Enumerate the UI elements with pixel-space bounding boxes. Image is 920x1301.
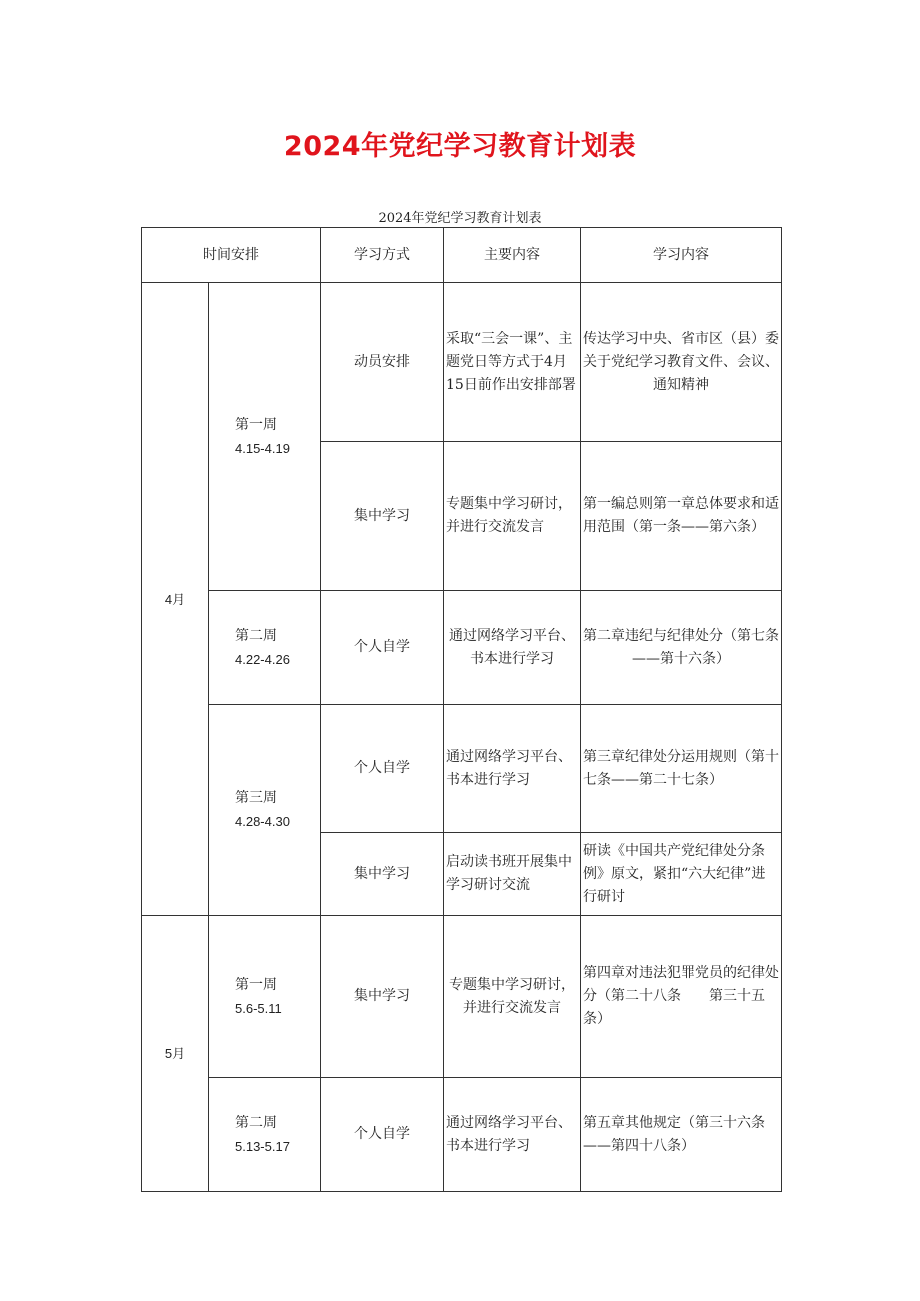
method-cell: 集中学习 (321, 442, 444, 591)
table-row (142, 591, 782, 705)
content-cell: 第二章违纪与纪律处分（第七条——第十六条） (581, 591, 782, 705)
header-main: 主要内容 (444, 228, 581, 283)
week-cell (209, 283, 321, 591)
main-cell: 通过网络学习平台、书本进行学习 (444, 705, 581, 833)
method-cell: 集中学习 (321, 916, 444, 1078)
week-cell (209, 705, 321, 916)
week-label: 第二周 (235, 1114, 277, 1131)
method-cell: 动员安排 (321, 283, 444, 442)
table-caption: 2024年党纪学习教育计划表 (378, 211, 542, 226)
week-cell (209, 1078, 321, 1192)
plan-table (141, 227, 782, 1192)
content-cell: 第四章对违法犯罪党员的纪律处分（第二十八条 第三十五条） (581, 916, 782, 1078)
table-header-row (142, 228, 782, 283)
table-row (142, 283, 782, 442)
week-dates: 4.22-4.26 (235, 651, 290, 667)
method-cell: 个人自学 (321, 1078, 444, 1192)
method-cell: 个人自学 (321, 591, 444, 705)
main-cell: 通过网络学习平台、书本进行学习 (444, 1078, 581, 1192)
week-label: 第二周 (235, 627, 277, 644)
main-cell: 专题集中学习研讨，并进行交流发言 (444, 916, 581, 1078)
header-time: 时间安排 (142, 228, 321, 283)
header-content: 学习内容 (581, 228, 782, 283)
week-label: 第一周 (235, 976, 277, 993)
content-cell: 第一编总则第一章总体要求和适用范围（第一条——第六条） (581, 442, 782, 591)
content-cell: 传达学习中央、省市区（县）委关于党纪学习教育文件、会议、通知精神 (581, 283, 782, 442)
week-label: 第三周 (235, 790, 277, 806)
content-cell: 研读《中国共产党纪律处分条例》原文，紧扣“六大纪律”进行研讨 (581, 833, 782, 916)
main-cell: 采取“三会一课”、主题党日等方式于4月15日前作出安排部署 (444, 283, 581, 442)
week-dates: 4.28-4.30 (235, 814, 290, 829)
main-cell: 启动读书班开展集中学习研讨交流 (444, 833, 581, 916)
content-cell: 第五章其他规定（第三十六条——第四十八条） (581, 1078, 782, 1192)
main-cell: 通过网络学习平台、书本进行学习 (444, 591, 581, 705)
header-method: 学习方式 (321, 228, 444, 283)
content-cell: 第三章纪律处分运用规则（第十七条——第二十七条） (581, 705, 782, 833)
week-dates: 5.6-5.11 (235, 1000, 282, 1016)
table-row (142, 1078, 782, 1192)
week-dates: 4.15-4.19 (235, 440, 290, 456)
month-cell: 5月 (142, 916, 209, 1192)
month-cell: 4月 (142, 283, 209, 916)
method-cell: 个人自学 (321, 705, 444, 833)
method-cell: 集中学习 (321, 833, 444, 916)
week-label: 第一周 (235, 416, 277, 433)
week-cell (209, 591, 321, 705)
page-title: 2024年党纪学习教育计划表 (283, 131, 637, 162)
table-row (142, 705, 782, 833)
week-dates: 5.13-5.17 (235, 1138, 290, 1154)
table-row (142, 916, 782, 1078)
main-cell: 专题集中学习研讨，并进行交流发言 (444, 442, 581, 591)
week-cell (209, 916, 321, 1078)
